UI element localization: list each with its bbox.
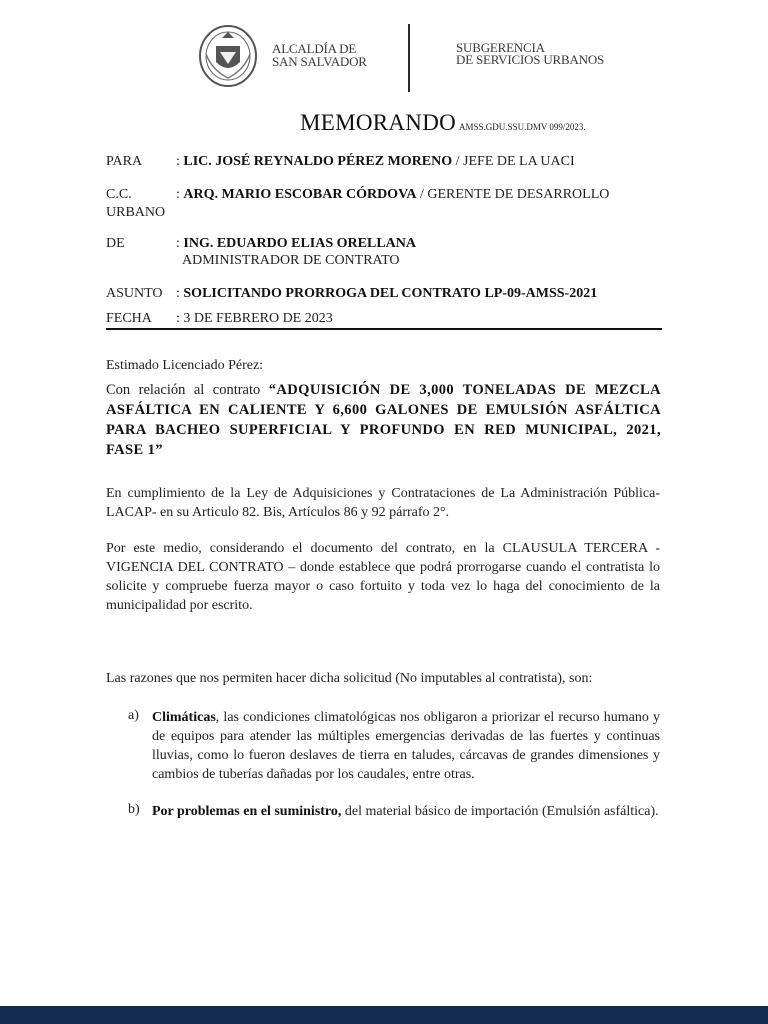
cc-label: C.C. [106,187,132,202]
memo-title-row [300,110,586,136]
alcaldia-seal-logo [198,24,258,88]
list-item: Climáticas, las condiciones climatológicas nos obligaron a priorizar el recurso humano y de equipos para atender las múltiples emergencias derivadas de las fuertes y continuas lluvias, como lo fueron deslaves de tierra en taludes, cárcavas de grandes dimensiones y cambios de tuberías dañadas por los caudales, entre otras. [152,710,660,782]
asunto-value: : SOLICITANDO PRORROGA DEL CONTRATO LP-09-AMSS-2021 [176,286,598,301]
para-value: : LIC. JOSÉ REYNALDO PÉREZ MORENO / JEFE DE LA UACI [176,154,575,169]
fecha-label: FECHA [106,311,152,326]
de-role: ADMINISTRADOR DE CONTRATO [182,253,400,268]
greeting: Estimado Licenciado Pérez: [106,358,264,373]
header-divider [408,24,410,92]
header-separator-line [106,328,662,330]
org-name-subgerencia: SUBGERENCIA DE SERVICIOS URBANOS [456,40,605,67]
cc-value: : ARQ. MARIO ESCOBAR CÓRDOVA / GERENTE DE DESARROLLO [176,187,610,202]
cc-role-continuation: URBANO [106,205,166,220]
paragraph-medio: Por este medio, considerando el documento del contrato, en la CLAUSULA TERCERA - VIGENCIA DEL CONTRATO – donde establece que podrá prorrogarse cuando el contratista lo solicite y compruebe fuerza mayor o caso fortuito y toda vez lo haga del conocimiento de la municipalidad por escrito. [106,541,660,613]
footer-bar [0,1006,768,1024]
org-name-alcaldia: ALCALDÍA DE SAN SALVADOR [272,41,367,69]
para-label: PARA [106,154,143,169]
list-item-letter: b) [128,802,140,817]
memo-title: MEMORANDO [300,110,457,135]
de-value: : ING. EDUARDO ELIAS ORELLANA [176,236,416,251]
paragraph-razones: Las razones que nos permiten hacer dicha solicitud (No imputables al contratista), son: [106,671,593,686]
list-item: Por problemas en el suministro, del material básico de importación (Emulsión asfáltica). [152,804,659,819]
list-item-letter: a) [128,708,139,723]
paragraph-ley: En cumplimiento de la Ley de Adquisiciones y Contrataciones de La Administración Pública-LACAP- en su Articulo 82. Bis, Artículos 86 y 92 párrafo 2°. [106,486,660,520]
asunto-label: ASUNTO [106,286,163,301]
contract-subject: Con relación al contrato “ADQUISICIÓN DE 3,000 TONELADAS DE MEZCLA ASFÁLTICA EN CALIENTE Y 6,600 GALONES DE EMULSIÓN ASFÁLTICA PARA BACHEO SUPERFICIAL Y PROFUNDO EN RED MUNICIPAL, 2021, FASE 1” [106,382,661,458]
fecha-value: : 3 DE FEBRERO DE 2023 [176,311,333,326]
de-label: DE [106,236,125,251]
memo-reference: AMSS.GDU.SSU.DMV 099/2023. [459,122,586,132]
